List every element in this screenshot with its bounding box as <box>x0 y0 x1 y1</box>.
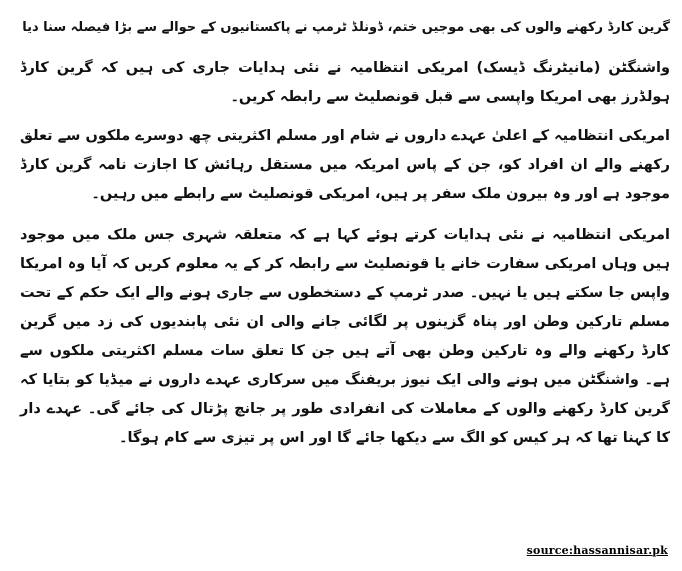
article-paragraph-1: واشنگٹن (مانیٹرنگ ڈیسک) امریکی انتظامیہ نے نئی ہدایات جاری کی ہیں کہ گرین کارڈ ہولڈرز بھی امریکا واپسی سے قبل قونصلیٹ سے رابطہ کریں۔ <box>20 60 670 105</box>
source-credit: source:hassannisar.pk <box>526 544 668 557</box>
article <box>20 0 670 453</box>
article-paragraph-3: امریکی انتظامیہ نے نئی ہدایات کرتے ہوئے کہا ہے کہ متعلقہ شہری جس ملک میں موجود ہیں وہاں امریکی سفارت خانے یا قونصلیٹ سے رابطہ کر کے یہ معلوم کریں کہ آیا وہ امریکا واپس جا سکتے ہیں یا نہیں۔ صدر ٹرمپ کے دستخطوں سے جاری ہونے والے ایک حکم کے تحت مسلم تارکین وطن اور پناہ گزینوں پر لگائی جانے والی ان نئی پابندیوں کی زد میں گرین کارڈ رکھنے والے وہ تارکین وطن بھی آتے ہیں جن کا تعلق سات مسلم اکثریتی ملکوں سے ہے۔ واشنگٹن میں ہونے والی ایک نیوز بریفنگ میں سرکاری عہدے داروں نے میڈیا کو بتایا کہ گرین کارڈ رکھنے والوں کے معاملات کی انفرادی طور پر جانچ پڑتال کی جائے گی۔ عہدے دار کا کہنا تھا کہ ہر کیس کو الگ سے دیکھا جائے گا اور اس پر تیزی سے کام ہوگا۔ <box>20 227 670 446</box>
article-headline: گرین کارڈ رکھنے والوں کی بھی موجیں ختم، ڈونلڈ ٹرمپ نے پاکستانیوں کے حوالے سے بڑا فیصلہ سنا دیا <box>22 20 670 35</box>
article-paragraph-2: امریکی انتظامیہ کے اعلیٰ عہدے داروں نے شام اور مسلم اکثریتی چھ دوسرے ملکوں سے تعلق رکھنے والے ان افراد کو، جن کے پاس امریکہ میں مستقل رہائش کا اجازت نامہ گرین کارڈ موجود ہے اور وہ بیرون ملک سفر پر ہیں، امریکی قونصلیٹ سے رابطے میں رہیں۔ <box>20 128 670 202</box>
